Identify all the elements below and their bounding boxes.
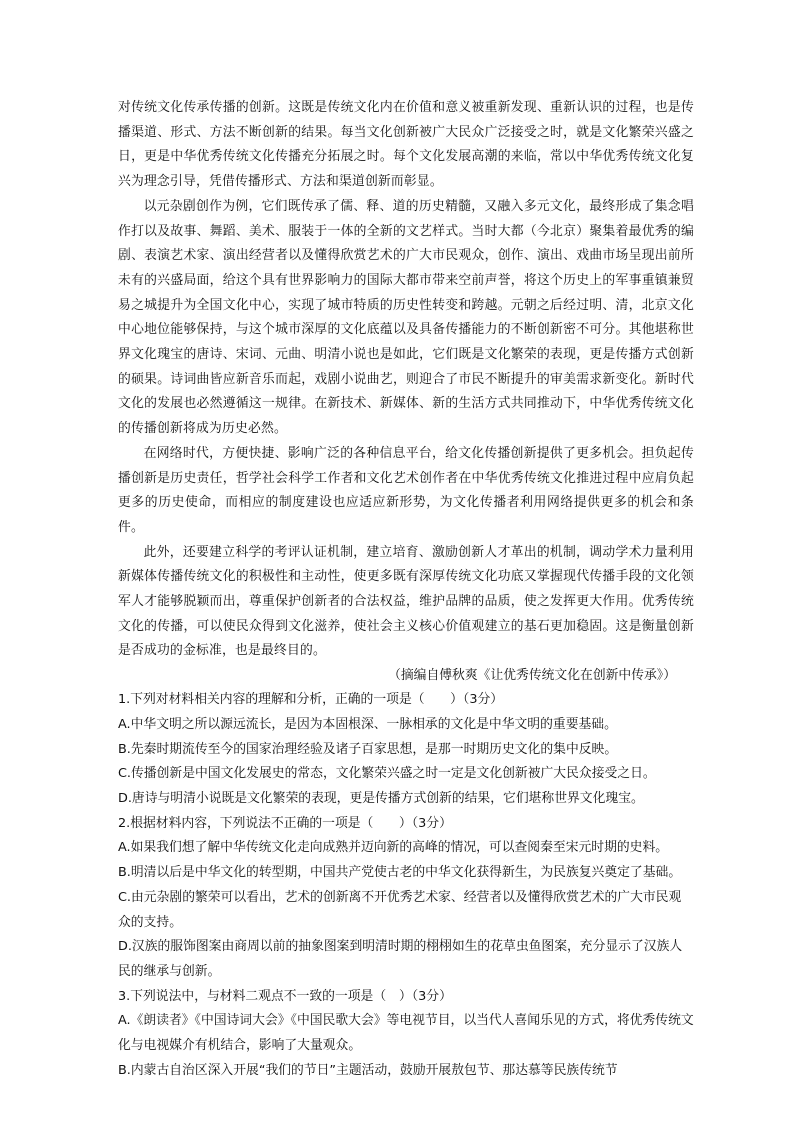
question-1-option-a: A.中华文明之所以源远流长，是因为本固根深、一脉相承的文化是中华文明的重要基础。 [118, 716, 617, 732]
question-2-option-c: C.由元杂剧的繁荣可以看出，艺术的创新离不开优秀艺术家、经营者以及懂得欣赏艺术的广大市民观众的支持。 [118, 889, 682, 930]
question-2-stem: 2.根据材料内容，下列说法不正确的一项是（ ）（3分） [118, 815, 452, 831]
question-1-option-d: D.唐诗与明清小说既是文化繁荣的表现，更是传播方式创新的结果，它们堪称世界文化瑰宝。 [118, 790, 644, 806]
question-3-stem: 3.下列说法中，与材料二观点不一致的一项是（ ）（3分） [118, 988, 452, 1004]
question-3-option-b: B.内蒙古自治区深入开展“我们的节日”主题活动，鼓励开展敖包节、那达慕等民族传统节 [118, 1062, 618, 1078]
passage-paragraph-1: 对传统文化传承传播的创新。这既是传统文化内在价值和意义被重新发现、重新认识的过程，也是传播渠道、形式、方法不断创新的结果。每当文化创新被广大民众广泛接受之时，就是文化繁荣兴盛之日，更是中华优秀传统文化传播充分拓展之时。每个文化发展高潮的来临，常以中华优秀传统文化复兴为理念引导，凭借传播形式、方法和渠道创新而彰显。 [118, 100, 694, 190]
question-2-option-d: D.汉族的服饰图案由商周以前的抽象图案到明清时期的栩栩如生的花草虫鱼图案，充分显示了汉族人民的继承与创新。 [118, 939, 683, 979]
passage-paragraph-4: 此外，还要建立科学的考评认证机制，建立培育、激励创新人才革出的机制，调动学术力量利用新媒体传播传统文化的积极性和主动性，使更多既有深厚传统文化功底又掌握现代传播手段的文化领军人才能够脱颖而出，尊重保护创新者的合法权益，维护品牌的品质，使之发挥更大作用。优秀传统文化的传播，可以使民众得到文化滋养，使社会主义核心价值观建立的基石更加稳固。这是衡量创新是否成功的金标准，也是最终目的。 [118, 544, 694, 659]
question-1-stem: 1.下列对材料相关内容的理解和分析，正确的一项是（ ）（3分） [118, 692, 504, 708]
question-1-option-b: B.先秦时期流传至今的国家治理经验及诸子百家思想，是那一时期历史文化的集中反映。 [118, 741, 618, 757]
passage-source: （摘编自傅秋爽《让优秀传统文化在创新中传承》） [388, 668, 676, 684]
question-3-option-a: A.《朗读者》《中国诗词大会》《中国民歌大会》等电视节目，以当代人喜闻乐见的方式，将优秀传统文化与电视媒介有机结合，影响了大量观众。 [118, 1013, 694, 1054]
passage-paragraph-3: 在网络时代，方便快捷、影响广泛的各种信息平台，给文化传播创新提供了更多机会。担负起传播创新是历史责任，哲学社会科学工作者和文化艺术创作者在中华优秀传统文化推进过程中应肩负起更多的历史使命，而相应的制度建设也应适应新形势，为文化传播者利用网络提供更多的机会和条件。 [118, 445, 694, 535]
question-1-option-c: C.传播创新是中国文化发展史的常态，文化繁荣兴盛之时一定是文化创新被广大民众接受之日。 [118, 766, 656, 782]
question-2-option-b: B.明清以后是中华文化的转型期，中国共产党使古老的中华文化获得新生，为民族复兴奠定了基础。 [118, 865, 682, 881]
passage-paragraph-2: 以元杂剧创作为例，它们既传承了儒、释、道的历史精髓，又融入多元文化，最终形成了集念唱作打以及故事、舞蹈、美术、服装于一体的全新的文艺样式。当时大都（今北京）聚集着最优秀的编剧、表演艺术家、演出经营者以及懂得欣赏艺术的广大市民观众，创作、演出、戏曲市场呈现出前所未有的兴盛局面，给这个具有世界影响力的国际大都市带来空前声誉，将这个历史上的军事重镇兼贸易之城提升为全国文化中心，实现了城市特质的历史性转变和跨越。元朝之后经过明、清，北京文化中心地位能够保持，与这个城市深厚的文化底蕴以及具备传播能力的不断创新密不可分。其他堪称世界文化瑰宝的唐诗、宋词、元曲、明清小说也是如此，它们既是文化繁荣的表现，更是传播方式创新的硕果。诗词曲皆应新音乐而起，戏剧小说曲艺，则迎合了市民不断提升的审美需求新变化。新时代文化的发展也必然遵循这一规律。在新技术、新媒体、新的生活方式共同推动下，中华优秀传统文化的传播创新将成为历史必然。 [118, 198, 694, 437]
question-2-option-a: A.如果我们想了解中华传统文化走向成熟并迈向新的高峰的情况，可以查阅秦至宋元时期的史料。 [118, 840, 669, 856]
